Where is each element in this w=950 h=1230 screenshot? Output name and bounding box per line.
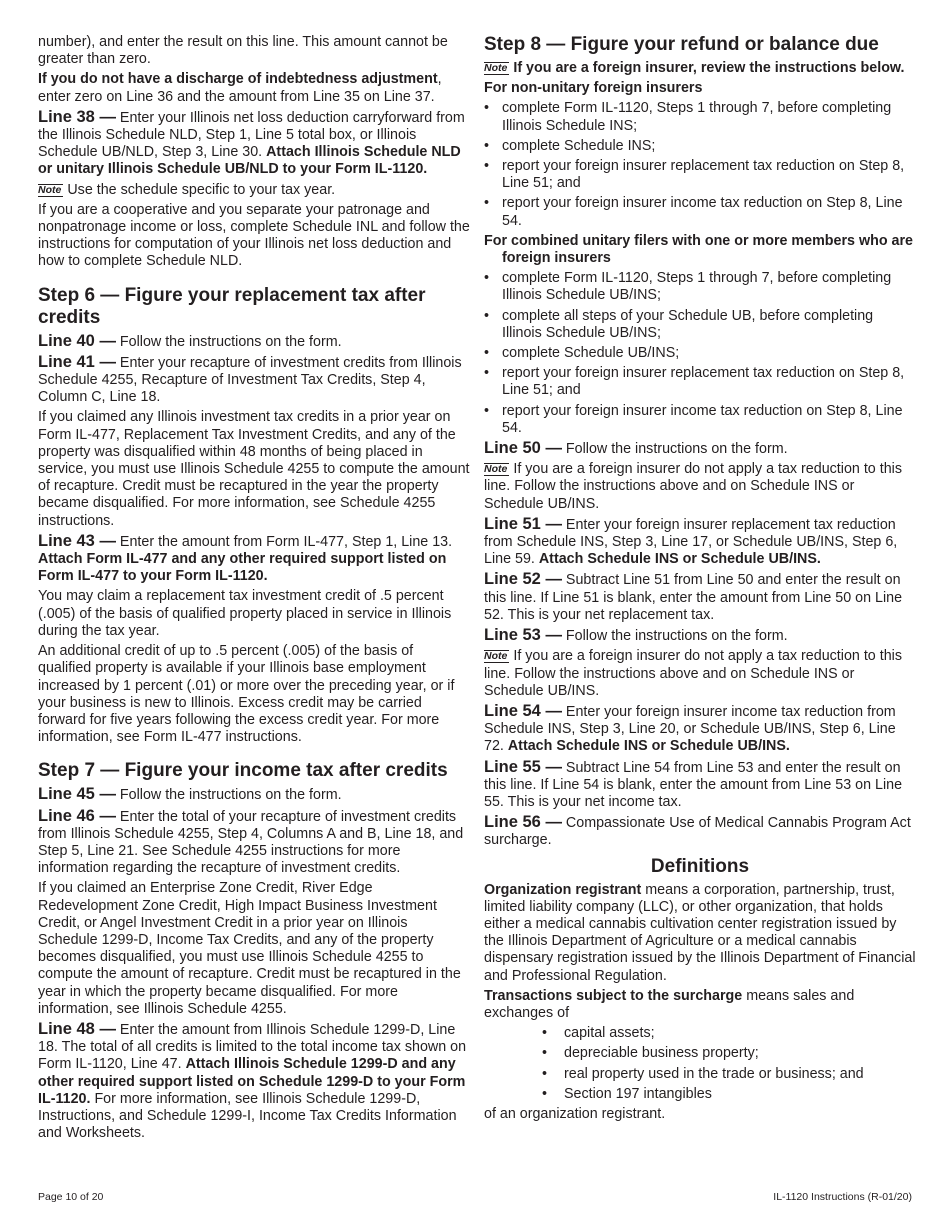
text: Enter your foreign insurer income tax reduction from Schedule INS, Step 3, Line 20, or Schedule UB/INS, Step 6, Line 72.: [484, 703, 896, 755]
left-column: [38, 34, 470, 1145]
paragraph: You may claim a replacement tax investment credit of .5 percent (.005) of the basis of qualified property placed in service in Illinois during the tax year.: [38, 588, 452, 639]
text: Enter the total of your recapture of investment credits from Illinois Schedule 4255, Step 4, Columns A and B, Line 18, and Step 5, Line 21. See Schedule 4255 instructions for more information regarding the recapture of investment credits.: [38, 808, 464, 877]
list-item: • report your foreign insurer income tax reduction on Step 8, Line 54.: [484, 195, 916, 229]
line-heading: Line 38 —: [38, 107, 116, 126]
text: Subtract Line 54 from Line 53 and enter the result on this line. If Line 54 is blank, enter the amount from Line 53 on Line 55. This is your net income tax.: [484, 759, 903, 810]
list-item: • report your foreign insurer income tax reduction on Step 8, Line 54.: [484, 403, 916, 437]
bold-text: Organization registrant: [484, 881, 642, 898]
text: Follow the instructions on the form.: [115, 333, 342, 350]
text: Compassionate Use of Medical Cannabis Program Act surcharge.: [484, 815, 911, 849]
line-46: [38, 808, 470, 878]
right-column: [484, 34, 916, 1126]
text: Enter your foreign insurer replacement tax reduction from Schedule INS, Step 3, Line 17, or Schedule UB/INS, Step 6, Line 59.: [484, 516, 898, 568]
line-heading: Line 56 —: [484, 813, 562, 832]
step-6-heading: Step 6 — Figure your replacement tax after credits: [38, 284, 426, 328]
bold-text: Attach Illinois Schedule 1299-D and any other required support listed on Schedule 1299-D to your Form IL-1120.: [38, 1056, 466, 1107]
paragraph: number), and enter the result on this line. This amount cannot be greater than zero.: [38, 34, 448, 68]
line-51: [484, 516, 916, 569]
text: If you are a foreign insurer do not apply a tax reduction to this line. Follow the instructions above and on Schedule INS or Schedule UB/INS.: [484, 461, 902, 512]
subheading: For combined unitary filers with one or more members who are foreign insurers: [484, 232, 913, 267]
bullet-list: [484, 100, 916, 229]
definitions-heading: Definitions: [650, 855, 750, 877]
line-53: [484, 627, 916, 645]
line-48: [38, 1021, 470, 1142]
bold-text: If you do not have a discharge of indebtedness adjustment: [38, 71, 438, 88]
line-54: [484, 703, 916, 756]
bold-text: Attach Form IL-477 and any other required support listed on Form IL-477 to your Form IL-1120.: [38, 551, 447, 585]
line-56: [484, 814, 916, 849]
text: Use the schedule specific to your tax year.: [67, 181, 336, 198]
line-heading: Line 52 —: [484, 570, 562, 589]
line-50: [484, 440, 916, 458]
text: For more information, see Illinois Schedule 1299-D, Instructions, and Schedule 1299-I, Income Tax Credits Information and Worksheets.: [38, 1090, 457, 1142]
line-43: [38, 533, 470, 586]
note-paragraph: [484, 648, 916, 700]
line-45: [38, 786, 470, 804]
bullet-list: [484, 270, 916, 437]
bold-text: Attach Schedule INS or Schedule UB/INS.: [538, 551, 821, 568]
line-heading: Line 50 —: [484, 439, 562, 458]
text: Enter the amount from Form IL-477, Step 1, Line 13.: [115, 533, 453, 550]
line-heading: Line 55 —: [484, 757, 562, 776]
form-id: IL-1120 Instructions (R-01/20): [773, 1191, 912, 1203]
paragraph: [38, 71, 470, 105]
definition-transactions: [484, 988, 916, 1022]
paragraph: If you claimed any Illinois investment tax credits in a prior year on Form IL-477, Replacement Tax Investment Credits, and any of the property was disqualified within 48 months of being placed in service, you must use Illinois Schedule 4255 to compute the amount of recapture. Credit must be recaptured in the year the property became disqualified. For more information, see Schedule 4255 instructions.: [38, 409, 470, 529]
list-item: • report your foreign insurer replacement tax reduction on Step 8, Line 51; and: [484, 365, 916, 399]
subheading: For non-unitary foreign insurers: [484, 80, 703, 97]
text: Follow the instructions on the form.: [561, 628, 788, 645]
list-item: • report your foreign insurer replacement tax reduction on Step 8, Line 51; and: [484, 158, 916, 192]
note-icon: Note: [484, 62, 508, 74]
line-38: [38, 109, 470, 179]
list-item: • complete Form IL-1120, Steps 1 through 7, before completing Illinois Schedule UB/INS;: [484, 270, 916, 304]
list-item: • depreciable business property;: [542, 1045, 916, 1062]
line-heading: Line 46 —: [38, 806, 116, 825]
line-heading: Line 53 —: [484, 626, 562, 645]
list-item: • complete all steps of your Schedule UB, before completing Illinois Schedule UB/INS;: [484, 308, 916, 342]
list-item: • complete Schedule UB/INS;: [484, 345, 916, 362]
line-heading: Line 40 —: [38, 331, 116, 350]
bold-text: Transactions subject to the surcharge: [484, 987, 743, 1004]
bold-text: Attach Schedule INS or Schedule UB/INS.: [507, 738, 790, 755]
note-icon: Note: [38, 183, 62, 196]
paragraph: If you claimed an Enterprise Zone Credit, River Edge Redevelopment Zone Credit, High Impact Business Investment Credit, or Angel Investment Credit in a prior year on Illinois Schedule 1299-D, Income Tax Credits, and any of the property becomes disqualified, you must use Illinois Schedule 4255 to compute the amount of recapture. Credit must be recaptured in the year in which the property became disqualified. For more information, see Illinois Schedule 4255.: [38, 880, 461, 1017]
text: means a corporation, partnership, trust, limited liability company (LLC), or other organization, that holds either a medical cannabis cultivation center registration issued by the Illinois Department of Agriculture or a medical cannabis dispensary registration issued by the Illinois Department of Financial and Professional Regulation.: [484, 881, 916, 984]
line-heading: Line 43 —: [38, 531, 116, 550]
note-paragraph: [484, 461, 916, 513]
list-item: • Section 197 intangibles: [542, 1086, 916, 1103]
note-paragraph: [38, 182, 470, 199]
text: Follow the instructions on the form.: [561, 441, 788, 458]
text: Enter your Illinois net loss deduction carryforward from the Illinois Schedule NLD, Step 1, Line 5 total box, or Illinois Schedule UB/NLD, Step 3, Line 30.: [38, 109, 465, 161]
line-heading: Line 51 —: [484, 514, 562, 533]
bold-text: Attach Illinois Schedule NLD or unitary Illinois Schedule UB/NLD to your Form IL-1120.: [38, 144, 461, 178]
definition-org-registrant: [484, 882, 916, 985]
line-heading: Line 41 —: [38, 352, 116, 371]
note-paragraph: [484, 60, 916, 77]
note-icon: Note: [484, 463, 508, 476]
step-7-heading: Step 7 — Figure your income tax after credits: [38, 760, 448, 782]
bullet-list: [484, 1025, 916, 1103]
text: If you are a foreign insurer do not apply a tax reduction to this line. Follow the instructions above and on Schedule INS or Schedule UB/INS.: [484, 648, 902, 699]
text: Enter the amount from Illinois Schedule 1299-D, Line 18. The total of all credits is limited to the total income tax shown on Form IL-1120, Line 47.: [38, 1021, 467, 1073]
line-heading: Line 45 —: [38, 785, 116, 804]
step-8-heading: Step 8 — Figure your refund or balance due: [484, 34, 879, 55]
line-52: [484, 571, 916, 624]
line-heading: Line 54 —: [484, 701, 562, 720]
paragraph: of an organization registrant.: [484, 1105, 666, 1122]
text: means sales and exchanges of: [484, 987, 855, 1021]
text: Follow the instructions on the form.: [115, 787, 342, 804]
paragraph: If you are a cooperative and you separate your patronage and nonpatronage income or loss, complete Schedule INL and follow the instructions for computation of your Illinois net loss deduction and how to complete Schedule NLD.: [38, 201, 470, 270]
text: If you are a foreign insurer, review the instructions below.: [513, 60, 905, 76]
list-item: • complete Schedule INS;: [484, 138, 916, 155]
list-item: • capital assets;: [542, 1025, 916, 1042]
text: , enter zero on Line 36 and the amount from Line 35 on Line 37.: [38, 71, 442, 105]
line-40: [38, 333, 470, 351]
text: Enter your recapture of investment credits from Illinois Schedule 4255, Recapture of Investment Tax Credits, Step 4, Column C, Line 18.: [38, 354, 462, 406]
line-41: [38, 354, 470, 407]
line-heading: Line 48 —: [38, 1019, 116, 1038]
line-55: [484, 759, 916, 812]
text: Subtract Line 51 from Line 50 and enter the result on this line. If Line 51 is blank, enter the amount from Line 50 on Line 52. This is your net replacement tax.: [484, 572, 903, 623]
list-item: • complete Form IL-1120, Steps 1 through 7, before completing Illinois Schedule INS;: [484, 100, 916, 134]
page-number: Page 10 of 20: [38, 1191, 104, 1203]
paragraph: An additional credit of up to .5 percent (.005) of the basis of qualified property is available if your Illinois base employment increased by 1 percent (.01) or more over the preceding year, or if your business is new to Illinois. Excess credit may be carried forward for five years following the excess credit year. For more information, see Form IL-477 instructions.: [38, 643, 455, 746]
note-icon: Note: [484, 650, 508, 663]
list-item: • real property used in the trade or business; and: [542, 1066, 916, 1083]
